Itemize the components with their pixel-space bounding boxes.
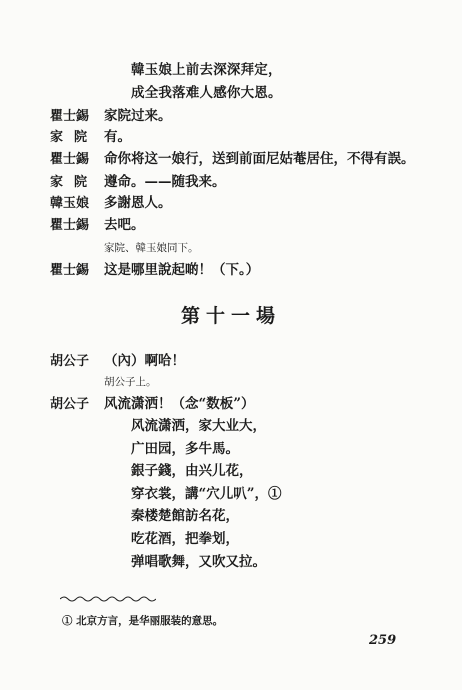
dialogue-line: （內）啊哈！ [104,353,185,369]
scene-title: 第十一場 [180,305,281,327]
footnote: ① 北京方言，是华丽服装的意思。 [62,615,224,627]
dialogue-line: 命你将这一娘行，送到前面尼姑菴居住，不得有誤。 [104,151,415,167]
dialogue-line: 这是哪里說起啲！（下。） [104,262,260,278]
dialogue-line: 遵命。——随我来。 [104,174,226,190]
song-line: 风流潇洒，家大业大， [131,418,266,434]
speaker-name: 瞿士錫 [50,109,90,124]
stage-direction: 家院、韓玉娘同下。 [104,242,199,254]
footnote-rule [60,595,156,603]
dialogue-line: 多謝恩人。 [104,195,172,211]
stage-direction: 胡公子上。 [104,376,157,388]
dialogue-line: 去吧。 [104,217,145,233]
song-line: 銀子錢，由兴儿花， [131,463,253,479]
verse-line-1: 韓玉娘上前去深深拜定， [131,62,282,78]
page-number: 259 [369,633,397,648]
speaker-name: 瞿士錫 [50,218,90,233]
speaker-name: 胡公子 [50,397,90,412]
speaker-name: 瞿士錫 [50,263,90,278]
dialogue-line: 风流潇洒！（念“数板”） [104,396,255,412]
song-line: 吃花酒，把拳划， [131,531,239,547]
speaker-name: 家院 [50,175,99,190]
song-line: 弹唱歌舞，又吹又拉。 [131,554,266,570]
dialogue-line: 家院过来。 [104,108,172,124]
dialogue-line: 有。 [104,129,131,145]
speaker-name: 韓玉娘 [50,196,90,211]
song-line: 秦楼楚館訪名花， [131,508,239,524]
speaker-name: 胡公子 [50,354,90,369]
song-line: 广田园，多牛馬。 [131,441,239,457]
verse-line-2: 成全我落难人感你大恩。 [131,85,282,101]
song-line: 穿衣裳，講“穴儿叭”，① [131,486,282,502]
speaker-name: 家院 [50,130,99,145]
speaker-name: 瞿士錫 [50,152,90,167]
